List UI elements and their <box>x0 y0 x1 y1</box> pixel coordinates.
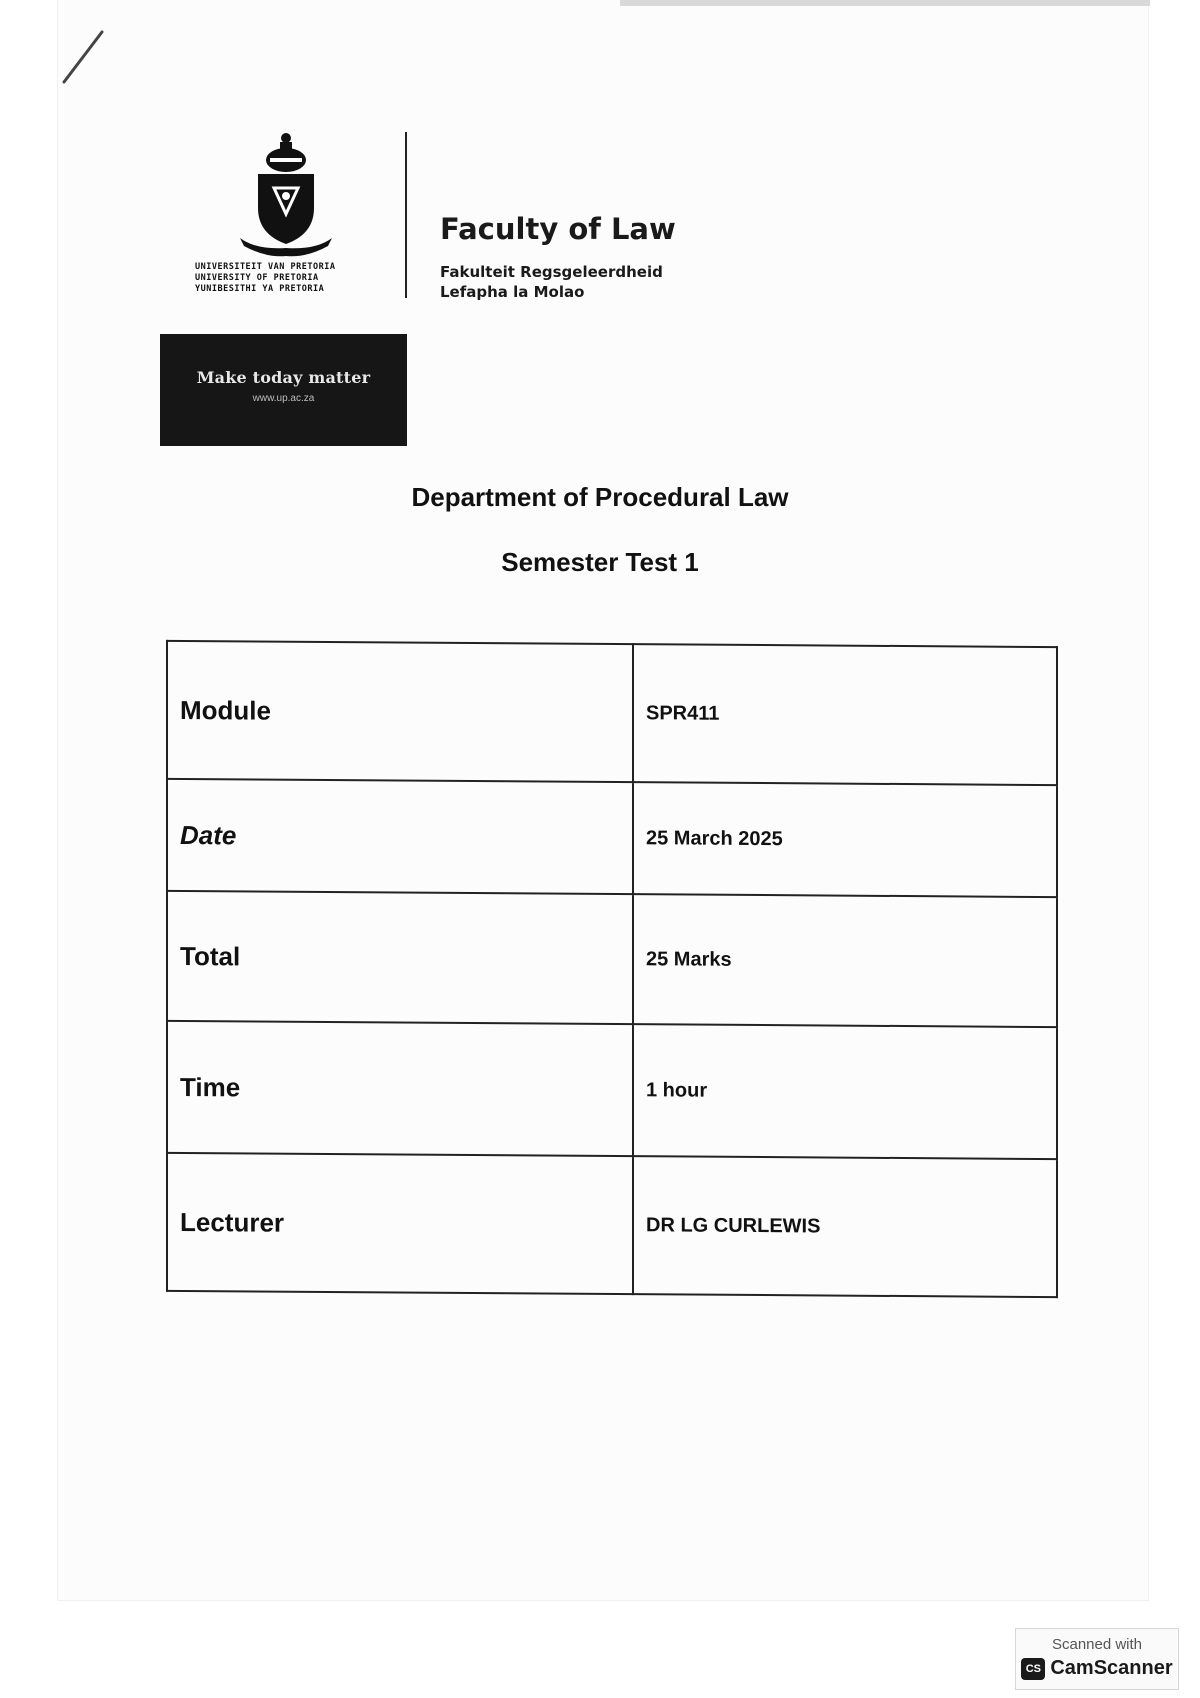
pen-stroke-mark <box>58 28 108 88</box>
faculty-subtitles <box>440 262 663 302</box>
table-row <box>167 891 1057 1027</box>
label-date: Date <box>167 779 633 894</box>
camscanner-watermark <box>1015 1628 1179 1690</box>
logo-divider <box>405 132 407 298</box>
website-url: www.up.ac.za <box>252 393 315 404</box>
university-name-sepedi: YUNIBESITHI YA PRETORIA <box>195 284 325 294</box>
university-names <box>195 262 375 295</box>
label-total: Total <box>167 891 633 1024</box>
tagline-banner <box>160 334 407 446</box>
value-time: 1 hour <box>633 1024 1057 1159</box>
university-name-afrikaans: UNIVERSITEIT VAN PRETORIA <box>195 262 336 272</box>
scan-edge-strip <box>620 0 1150 6</box>
tagline-text: Make today matter <box>196 368 371 387</box>
table-row <box>167 1153 1057 1297</box>
value-lecturer: DR LG CURLEWIS <box>633 1156 1057 1297</box>
camscanner-logo-icon: CS <box>1021 1658 1045 1680</box>
department-title: Department of Procedural Law <box>411 482 789 512</box>
university-crest-icon <box>236 130 336 258</box>
value-module: SPR411 <box>633 644 1057 785</box>
value-date: 25 March 2025 <box>633 782 1057 897</box>
table-row <box>167 641 1057 785</box>
watermark-scanned-with: Scanned with <box>1051 1636 1143 1653</box>
faculty-subtitle-afrikaans: Fakulteit Regsgeleerdheid <box>440 263 663 281</box>
label-lecturer: Lecturer <box>167 1153 633 1294</box>
label-module: Module <box>167 641 633 782</box>
test-title: Semester Test 1 <box>501 547 699 577</box>
table-row <box>167 1021 1057 1159</box>
faculty-title: Faculty of Law <box>440 212 676 246</box>
table-row <box>167 779 1057 897</box>
watermark-brand-row <box>1016 1657 1178 1680</box>
university-name-english: UNIVERSITY OF PRETORIA <box>195 273 319 283</box>
faculty-subtitle-sepedi: Lefapha la Molao <box>440 283 585 301</box>
watermark-brand: CamScanner <box>1050 1657 1173 1679</box>
label-time: Time <box>167 1021 633 1156</box>
test-info-table <box>166 640 1058 1298</box>
value-total: 25 Marks <box>633 894 1057 1027</box>
